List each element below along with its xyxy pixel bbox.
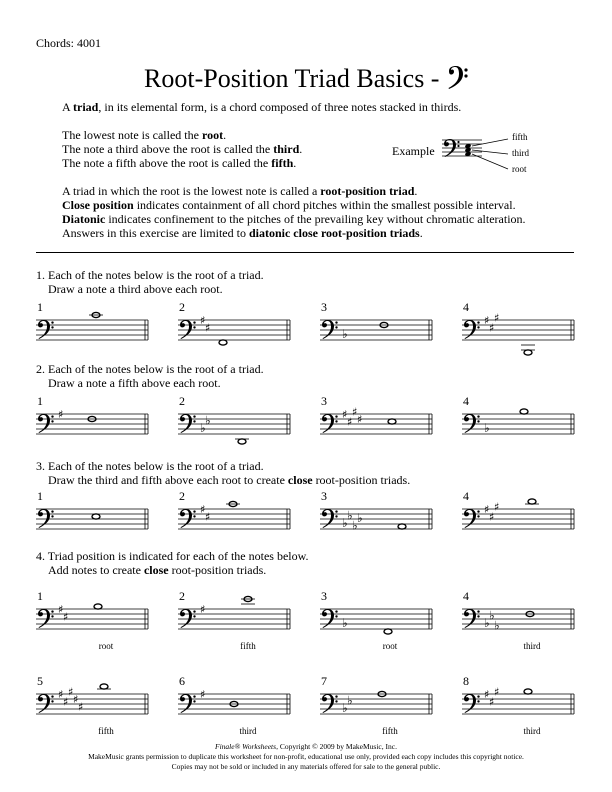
music-staff[interactable] xyxy=(36,497,150,547)
whole-note xyxy=(238,439,246,444)
music-staff[interactable] xyxy=(462,308,576,358)
flat-icon: ♭ xyxy=(347,508,353,523)
example-staff xyxy=(442,132,562,178)
music-staff[interactable] xyxy=(178,597,292,647)
intro-line: A triad, in its elemental form, is a chord composed of three notes stacked in thirds. xyxy=(62,100,462,114)
exercise-number: 5 xyxy=(37,674,43,688)
example-root-label: root xyxy=(512,164,527,174)
bass-clef-icon xyxy=(180,320,196,339)
position-label: fifth xyxy=(382,726,398,736)
sharp-icon: ♯ xyxy=(484,314,490,327)
exercise-number: 4 xyxy=(463,300,469,314)
bass-clef-icon xyxy=(464,414,480,433)
flat-icon: ♭ xyxy=(484,616,490,630)
section-2-line-2: Draw a note a fifth above each root. xyxy=(48,376,221,390)
example-fifth-label: fifth xyxy=(512,132,528,142)
exercise-number: 2 xyxy=(179,394,185,408)
whole-note xyxy=(398,524,406,529)
music-staff[interactable] xyxy=(178,308,292,358)
exercise-number: 1 xyxy=(37,489,43,503)
definition-diatonic: Diatonic indicates confinement to the pitches of the prevailing key without chromatic alteration. xyxy=(62,212,526,226)
position-label: third xyxy=(523,641,541,651)
exercise-number: 2 xyxy=(179,589,185,603)
music-staff[interactable] xyxy=(320,497,434,547)
music-staff[interactable] xyxy=(320,308,434,358)
bass-clef-icon xyxy=(180,609,196,628)
exercise-number: 1 xyxy=(37,589,43,603)
music-staff[interactable] xyxy=(36,308,150,358)
music-staff[interactable] xyxy=(36,402,150,452)
music-staff[interactable] xyxy=(178,402,292,452)
exercise-number: 3 xyxy=(321,394,327,408)
bass-clef-icon xyxy=(322,414,338,433)
intro-third-line: The note a third above the root is called the third. xyxy=(62,142,303,156)
bass-clef-icon xyxy=(464,509,480,528)
music-staff[interactable] xyxy=(462,597,576,647)
exercise-number: 2 xyxy=(179,300,185,314)
bass-clef-icon xyxy=(322,320,338,339)
bass-clef-icon xyxy=(38,609,54,628)
whole-note xyxy=(524,350,532,355)
sharp-icon: ♯ xyxy=(205,321,211,335)
sharp-icon: ♯ xyxy=(200,688,206,701)
exercise-number: 3 xyxy=(321,589,327,603)
bass-clef-icon xyxy=(38,509,54,528)
whole-note xyxy=(92,514,100,519)
bass-clef-icon xyxy=(464,694,480,713)
sharp-icon: ♯ xyxy=(347,415,353,429)
sharp-icon: ♯ xyxy=(489,321,495,335)
position-label: root xyxy=(98,641,114,651)
page-title xyxy=(0,64,612,94)
sharp-icon: ♯ xyxy=(494,500,500,514)
exercise-number: 2 xyxy=(179,489,185,503)
sharp-icon: ♯ xyxy=(342,408,348,421)
music-staff[interactable] xyxy=(36,597,150,647)
worksheet-code: Chords: 4001 xyxy=(36,36,102,50)
exercise-number: 8 xyxy=(463,674,469,688)
sharp-icon: ♯ xyxy=(494,685,500,699)
section-3-line-1: 3. Each of the notes below is the root of a triad. xyxy=(36,459,264,473)
sharp-icon: ♯ xyxy=(58,688,64,701)
sharp-icon: ♯ xyxy=(494,311,500,325)
definition-close-position: Close position indicates containment of all chord pitches within the smallest possible interval. xyxy=(62,198,516,212)
exercise-number: 1 xyxy=(37,394,43,408)
section-4-line-2: Add notes to create close root-position triads. xyxy=(48,563,267,577)
music-staff[interactable] xyxy=(462,497,576,547)
flat-icon: ♭ xyxy=(342,701,348,715)
intro-fifth-line: The note a fifth above the root is called the fifth. xyxy=(62,156,297,170)
bass-clef-icon xyxy=(464,609,480,628)
sharp-icon: ♯ xyxy=(489,510,495,524)
section-4-line-1: 4. Triad position is indicated for each of the notes below. xyxy=(36,549,309,563)
sharp-icon: ♯ xyxy=(489,695,495,709)
whole-note xyxy=(388,419,396,424)
whole-note xyxy=(219,340,227,345)
position-label: third xyxy=(523,726,541,736)
sharp-icon: ♯ xyxy=(63,610,69,624)
music-staff[interactable] xyxy=(178,682,292,732)
whole-note xyxy=(524,689,532,694)
flat-icon: ♭ xyxy=(489,608,495,623)
section-1-line-1: 1. Each of the notes below is the root of a triad. xyxy=(36,268,264,282)
section-3-line-2: Draw the third and fifth above each root to create close root-position triads. xyxy=(48,473,411,487)
bass-clef-icon xyxy=(322,609,338,628)
sharp-icon: ♯ xyxy=(357,413,363,426)
exercise-number: 1 xyxy=(37,300,43,314)
music-staff[interactable] xyxy=(320,597,434,647)
whole-note xyxy=(384,629,392,634)
flat-icon: ♭ xyxy=(200,421,206,435)
bass-clef-icon xyxy=(180,694,196,713)
whole-note xyxy=(94,604,102,609)
bass-clef-icon xyxy=(38,320,54,339)
music-staff[interactable] xyxy=(320,682,434,732)
sharp-icon: ♯ xyxy=(63,695,69,709)
footer-permission: MakeMusic grants permission to duplicate this worksheet for non-profit, educational use only, provided each copy includes this copyright notice. xyxy=(88,752,524,761)
section-1-line-2: Draw a note a third above each root. xyxy=(48,282,223,296)
flat-icon: ♭ xyxy=(352,518,358,533)
sharp-icon: ♯ xyxy=(58,408,64,421)
exercise-number: 4 xyxy=(463,489,469,503)
exercise-number: 6 xyxy=(179,674,185,688)
exercise-number: 7 xyxy=(321,674,327,688)
position-label: fifth xyxy=(240,641,256,651)
bass-clef-icon xyxy=(38,414,54,433)
exercise-number: 4 xyxy=(463,589,469,603)
flat-icon: ♭ xyxy=(342,516,348,530)
flat-icon: ♭ xyxy=(357,511,363,525)
footer-copyright: Finale® Worksheets, Copyright © 2009 by MakeMusic, Inc. xyxy=(215,742,397,751)
position-label: fifth xyxy=(98,726,114,736)
sharp-icon: ♯ xyxy=(484,503,490,516)
page-title-text: Root-Position Triad Basics - xyxy=(144,64,446,93)
music-staff[interactable] xyxy=(320,402,434,452)
music-staff[interactable] xyxy=(36,682,150,732)
position-label: root xyxy=(382,641,398,651)
exercise-number: 3 xyxy=(321,489,327,503)
sharp-icon: ♯ xyxy=(200,314,206,327)
bass-clef-icon xyxy=(446,65,468,91)
flat-icon: ♭ xyxy=(347,693,353,708)
sharp-icon: ♯ xyxy=(73,693,79,706)
flat-icon: ♭ xyxy=(484,421,490,435)
flat-icon: ♭ xyxy=(342,616,348,630)
intro-root-line: The lowest note is called the root. xyxy=(62,128,227,142)
exercise-number: 4 xyxy=(463,394,469,408)
music-staff[interactable] xyxy=(462,682,576,732)
sharp-icon: ♯ xyxy=(78,700,84,714)
whole-note xyxy=(100,684,108,689)
whole-note xyxy=(528,499,536,504)
example-third-label: third xyxy=(512,148,529,158)
flat-icon: ♭ xyxy=(205,413,211,428)
music-staff[interactable] xyxy=(462,402,576,452)
flat-icon: ♭ xyxy=(494,618,500,633)
example-label: Example xyxy=(392,144,435,158)
exercise-number: 3 xyxy=(321,300,327,314)
divider xyxy=(36,252,574,253)
position-label: third xyxy=(239,726,257,736)
sharp-icon: ♯ xyxy=(68,685,74,699)
whole-note xyxy=(520,409,528,414)
bass-clef-icon xyxy=(322,694,338,713)
section-2-line-1: 2. Each of the notes below is the root of a triad. xyxy=(36,362,264,376)
sharp-icon: ♯ xyxy=(58,603,64,616)
sharp-icon: ♯ xyxy=(352,405,358,419)
sharp-icon: ♯ xyxy=(205,510,211,524)
flat-icon: ♭ xyxy=(342,327,348,341)
bass-clef-icon xyxy=(180,509,196,528)
definition-root-position: A triad in which the root is the lowest note is called a root-position triad. xyxy=(62,184,418,198)
bass-clef-icon xyxy=(464,320,480,339)
sharp-icon: ♯ xyxy=(484,688,490,701)
bass-clef-icon xyxy=(322,509,338,528)
sharp-icon: ♯ xyxy=(200,503,206,516)
bass-clef-icon xyxy=(180,414,196,433)
bass-clef-icon xyxy=(38,694,54,713)
definition-answers: Answers in this exercise are limited to diatonic close root-position triads. xyxy=(62,226,423,240)
music-staff[interactable] xyxy=(178,497,292,547)
footer-restriction: Copies may not be sold or included in any materials offered for sale to the general public. xyxy=(171,762,441,771)
sharp-icon: ♯ xyxy=(200,603,206,616)
